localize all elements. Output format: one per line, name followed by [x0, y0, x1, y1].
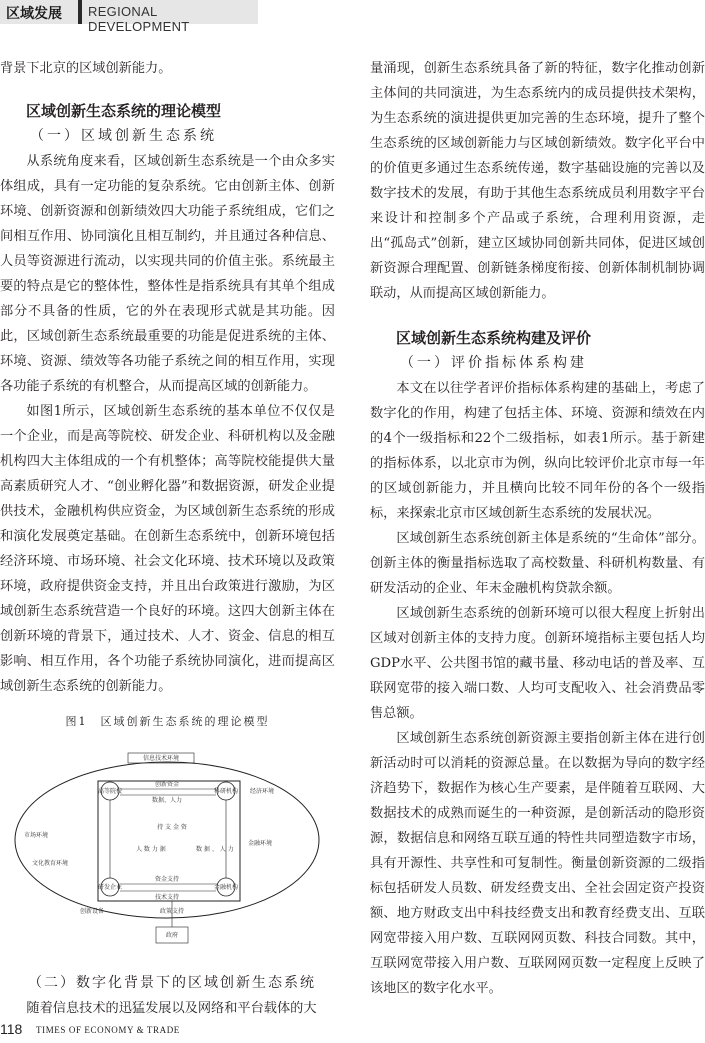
paragraph: 量涌现，创新生态系统具备了新的特征，数字化推动创新主体间的共同演进，为生态系统内的成员提供技术架构，为生态系统的演进提供更加完善的生态环境，提升了整个生态系统的区域创新能力与区域创新绩效。数字化平台中的价值更多通过生态系统传递，数字基础设施的完善以及数字技术的发展，有助于其他生态系统成员利用数字平台来设计和控制多个产品或子系统，合理利用资源，走出“孤岛式”创新，建立区域协同创新共同体，促进区域创新资源合理配置、创新链条梯度衔接、创新体制机制协调联动，从而提高区域创新能力。 [370, 61, 705, 301]
subsection-heading: （一）区域创新生态系统 [30, 128, 217, 144]
paragraph: 区域创新生态系统创新资源主要指创新主体在进行创新活动时可以消耗的资源总量。在以数据为导向的数字经济趋势下，数据作为核心生产要素，是伴随着互联网、大数据技术的成熟而诞生的一种资源，是创新活动的隐形资源，数据信息和网络互联互通的特性共同塑造数字市场，具有开源性、共享性和可复制性。衡量创新资源的二级指标包括研发人员数、研发经费支出、全社会固定资产投资额、地方财政支出中科技经费支出和教育经费支出、互联网宽带接入用户数、互联网网页数、科技合同数。其中，互联网宽带接入用户数、互联网网页数一定程度上反映了该地区的数字化水平。 [370, 731, 705, 996]
running-header [0, 0, 258, 34]
subsection-heading: （二）数字化背景下的区域创新生态系统 [28, 975, 316, 991]
data-people-label: 数 据 、 人 力 [196, 846, 234, 853]
innov-fund-label: 创新资金 [154, 781, 180, 788]
paragraph: 背景下北京的区域创新能力。 [0, 61, 172, 76]
culture-env-label: 文化教育环境 [32, 860, 69, 867]
econ-env-label: 经济环境 [250, 788, 275, 795]
finance-label: 金融机构 [213, 884, 239, 891]
section-title-cn: 区域发展 [6, 6, 62, 22]
info-env-label: 信息技术环境 [142, 755, 180, 762]
tech-support-label: 技术支持 [154, 894, 180, 901]
left-column [0, 56, 335, 1021]
paragraph: 区域创新生态系统的创新环境可以很大程度上折射出区域对创新主体的支持力度。创新环境指标主要包括人均GDP水平、公共图书馆的藏书量、移动电话的普及率、互联网宽带的接入端口数、人均可支配收入、社会消费品零售总额。 [370, 606, 705, 721]
paragraph: 从系统角度来看，区域创新生态系统是一个由众多实体组成，具有一定功能的复杂系统。它由创新主体、创新环境、创新资源和创新绩效四大功能子系统组成，它们之间相互作用、协同演化且相互制约，并且通过各种信息、人员等资源进行流动，以实现共同的价值主张。系统最主要的特点是它的整体性，整体性是指系统具有其单个组成部分不具备的性质，它的外在表现形式就是其功能。因此，区域创新生态系统最重要的功能是促进系统的主体、环境、资源、绩效等各功能子系统之间的相互作用，实现各功能子系统的有机整合，从而提高区域的创新能力。 [0, 154, 335, 394]
paragraph: 随着信息技术的迅猛发展以及网络和平台载体的大 [26, 1001, 317, 1016]
finance-env-label: 金融环境 [248, 840, 273, 847]
enterprise-label: 研发企业 [97, 884, 123, 891]
page-number: 118 [0, 1021, 23, 1037]
figure-caption: 图1 区域创新生态系统的理论模型 [65, 715, 270, 728]
sustain-fund-label: 持 支 金 资 [157, 824, 187, 831]
figure-1-diagram [0, 735, 335, 960]
journal-name: TIMES OF ECONOMY & TRADE [36, 1025, 180, 1035]
page-footer [0, 1016, 705, 1040]
paragraph: 如图1所示，区域创新生态系统的基本单位不仅仅是一个企业，而是高等院校、研发企业、科研机构以及金融机构四大主体组成的一个有机整体；高等院校能提供大量高素质研究人才、“创业孵化器”和数据资源，研发企业提供技术，金融机构供应资金，为区域创新生态系统的形成和演化发展奠定基础。在创新生态系统中，创新环境包括经济环境、市场环境、社会文化环境、技术环境以及政策环境，政府提供资金支持，并且出台政策进行激励，为区域创新生态系统营造一个良好的环境。这四大创新主体在创新环境的背景下，通过技术、人才、资金、信息的相互影响、相互作用，各个功能子系统协同演化，进而提高区域创新生态系统的创新能力。 [0, 404, 335, 694]
paragraph: 区域创新生态系统创新主体是系统的“生命体”部分。创新主体的衡量指标选取了高校数量、科研机构数量、有研发活动的企业、年末金融机构贷款余额。 [370, 531, 705, 596]
gov-label: 政府 [165, 932, 179, 939]
section-heading: 区域创新生态系统构建及评价 [396, 329, 592, 347]
section-title-en: REGIONAL DEVELOPMENT [88, 4, 190, 34]
market-env-label: 市场环境 [24, 832, 49, 839]
section-heading: 区域创新生态系统的理论模型 [26, 102, 222, 120]
gov-policy-label: 政策支持 [159, 908, 185, 915]
right-column [370, 56, 705, 1001]
subsection-heading: （一）评价指标体系构建 [400, 355, 587, 371]
fund-support-label: 资金支持 [154, 876, 180, 883]
univ-label: 高等院校 [97, 788, 123, 795]
research-label: 科研机构 [213, 788, 239, 795]
talent-power-label: 人 数 力 据 [136, 846, 166, 853]
header-divider [78, 0, 82, 24]
innov-equip-label: 创新设备 [80, 908, 105, 915]
paragraph: 本文在以往学者评价指标体系构建的基础上，考虑了数字化的作用，构建了包括主体、环境、资源和绩效在内的4个一级指标和22个二级指标，如表1所示。基于新建的指标体系，以北京市为例，纵向比较评价北京市每一年的区域创新能力，并且横向比较不同年份的各个一级指标，来探索北京市区域创新生态系统的发展状况。 [370, 381, 705, 521]
data-talent-label: 数据、人力 [151, 797, 183, 804]
